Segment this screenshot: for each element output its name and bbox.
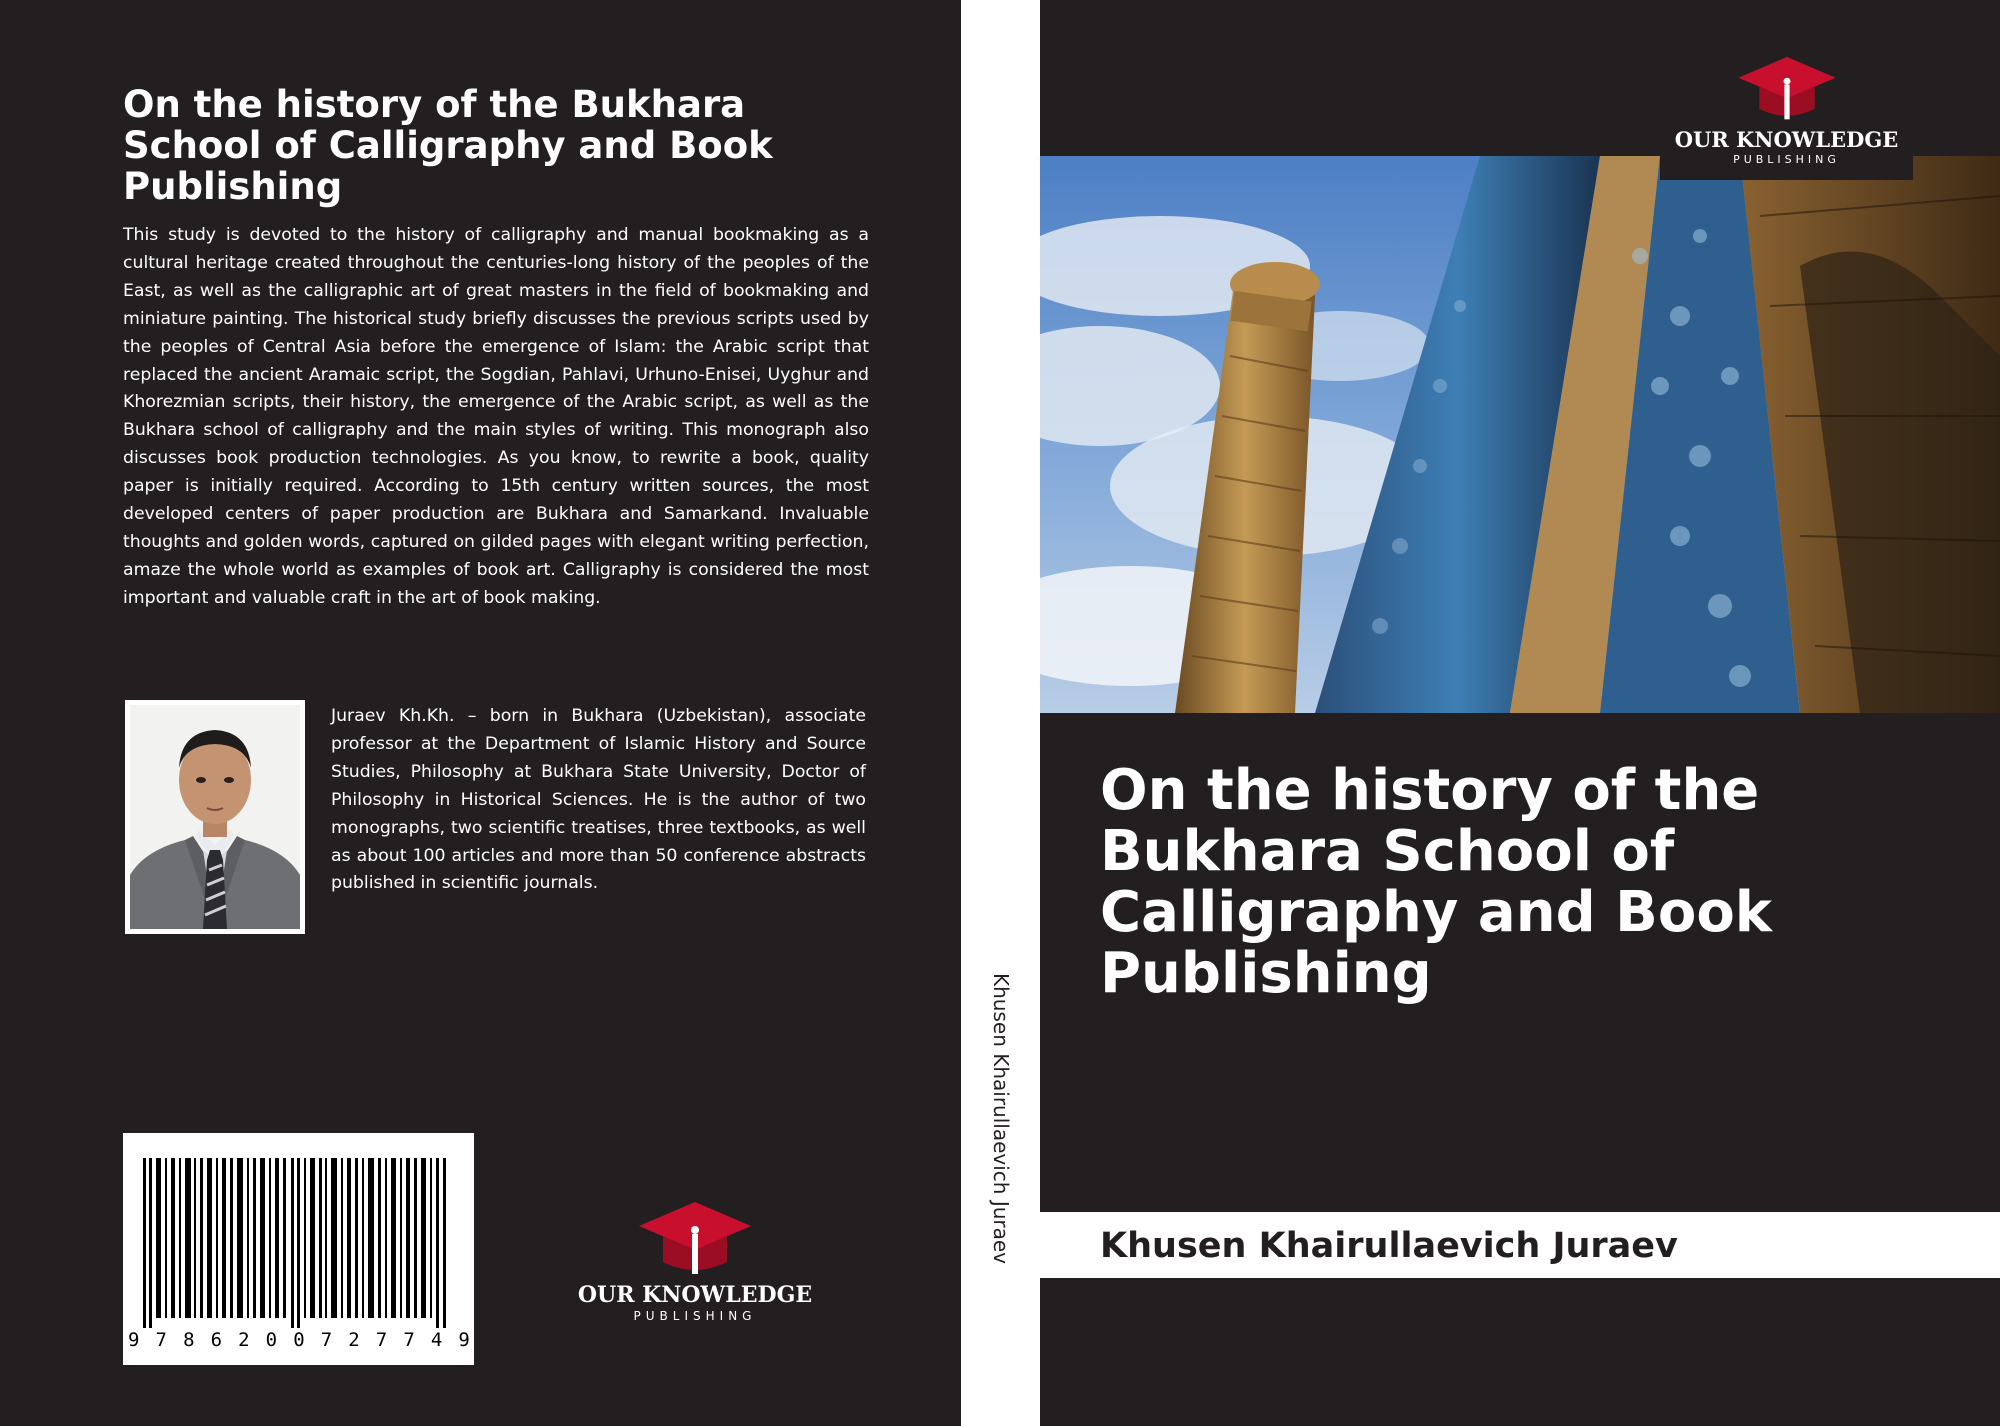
- barcode-bars: [143, 1158, 455, 1328]
- front-cover-author: Khusen Khairullaevich Juraev: [1100, 1226, 1678, 1266]
- graduation-cap-icon: [635, 1200, 755, 1278]
- book-description: This study is devoted to the history of calligraphy and manual bookmaking as a cultural heritage created throughout the centuries-long history of the peoples of the East, as well as the calligraphic art of great masters in the field of bookmaking and miniature painting. The historical study briefly discusses the previous scripts used by the peoples of Central Asia before the emergence of Islam: the Arabic script that replaced the ancient Aramaic script, the Sogdian, Pahlavi, Urhuno-Enisei, Uyghur and Khorezmian scripts, their history, the emergence of the Arabic script, as well as the Bukhara school of calligraphy and the main styles of writing. This monograph also discusses book production technologies. As you know, to rewrite a book, quality paper is initially required. According to 15th century written sources, the most developed centers of paper production are Bukhara and Samarkand. Invaluable thoughts and golden words, captured on gilded pages with elegant writing perfection, amaze the whole world as examples of book art. Calligraphy is considered the most important and valuable craft in the art of book making.: [123, 225, 869, 608]
- publisher-logo: [1660, 54, 1913, 167]
- front-cover-title: On the history of the Bukhara School of Calligraphy and Book Publishing: [1100, 758, 1773, 1006]
- publisher-sub: PUBLISHING: [633, 1309, 757, 1323]
- author-band: [1040, 1212, 2000, 1278]
- author-portrait-image: [125, 700, 305, 934]
- author-bio: Juraev Kh.Kh. – born in Bukhara (Uzbekistan), associate professor at the Department of Islamic History and Source Studies, Philosophy at Bukhara State University, Doctor of Philosophy in Historical Sciences. He is the author of two monographs, two scientific treatises, three textbooks, as well as about 100 articles and more than 50 conference abstracts published in scientific journals.: [331, 706, 866, 894]
- isbn-barcode: [123, 1133, 474, 1365]
- publisher-sub: PUBLISHING: [1733, 153, 1840, 166]
- spine-author: Khusen Khairullaevich Juraev: [988, 973, 1013, 1265]
- publisher-logo: [575, 1200, 815, 1324]
- isbn-digit: 9: [458, 1329, 470, 1351]
- spine: [961, 0, 1040, 1426]
- publisher-logo-panel: [1660, 42, 1913, 180]
- isbn-digit: 6: [210, 1329, 223, 1351]
- isbn-digit: 7: [320, 1329, 333, 1351]
- isbn-digit: 7: [375, 1329, 388, 1351]
- isbn-number: [128, 1329, 470, 1351]
- isbn-digit: 2: [348, 1329, 360, 1351]
- back-cover: [0, 0, 961, 1426]
- isbn-digit: 0: [293, 1329, 305, 1351]
- publisher-name: OUR KNOWLEDGE: [1674, 127, 1899, 152]
- isbn-digit: 7: [155, 1329, 167, 1351]
- graduation-cap-icon: [1735, 54, 1839, 124]
- author-photo: [125, 700, 305, 934]
- publisher-name: OUR KNOWLEDGE: [577, 1282, 813, 1308]
- isbn-digit: 0: [265, 1329, 278, 1351]
- architecture-photo: [1040, 156, 2000, 713]
- isbn-digit: 7: [403, 1329, 415, 1351]
- cover-photo-minaret: [1040, 156, 2000, 713]
- isbn-digit: 4: [430, 1329, 443, 1351]
- front-cover: [1040, 0, 2000, 1426]
- isbn-digit: 9: [128, 1329, 140, 1351]
- isbn-digit: 8: [183, 1329, 195, 1351]
- back-cover-title: On the history of the Bukhara School of Calligraphy and Book Publishing: [123, 83, 773, 208]
- isbn-digit: 2: [238, 1329, 250, 1351]
